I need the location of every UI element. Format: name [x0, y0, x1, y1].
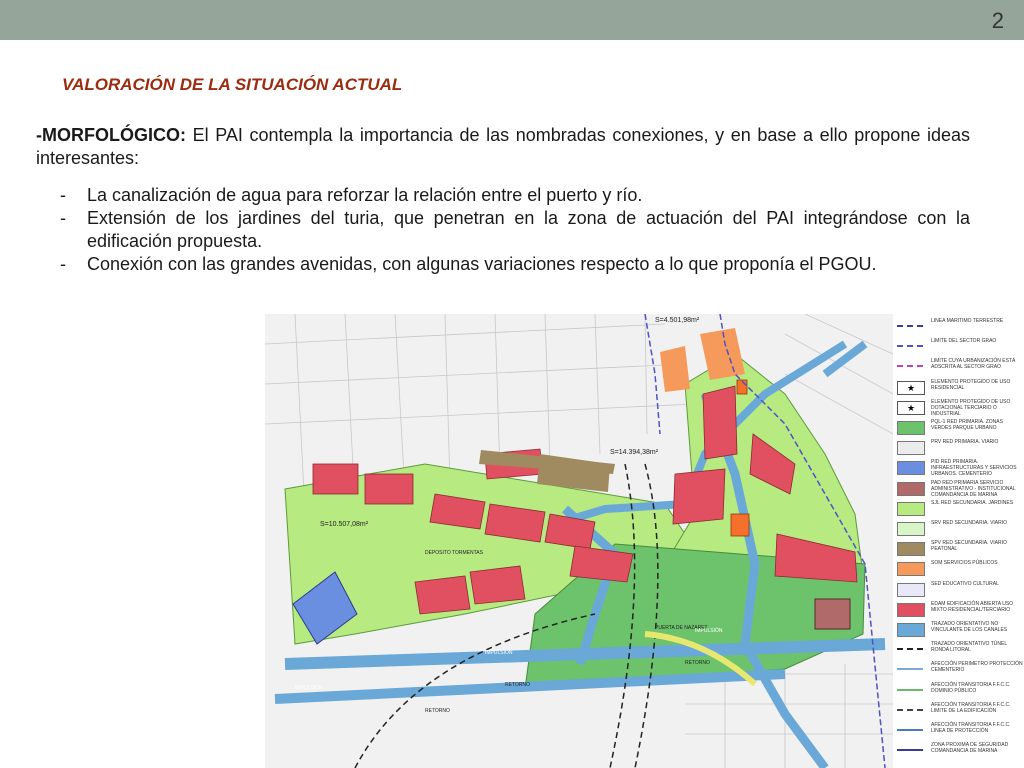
- legend-label: LIMITE CUYA URBANIZACIÓN ESTÁ ADSCRITA AL SECTOR GRAO: [931, 358, 1016, 371]
- map-label-impulsion: IMPULSIÓN: [295, 685, 323, 691]
- legend-swatch: [897, 345, 923, 347]
- legend-item: [897, 702, 1022, 720]
- map-label-nazaret: PUERTA DE NAZARET: [655, 625, 708, 631]
- legend-label: LINEA MARITIMO TERRESTRE: [931, 318, 1004, 324]
- legend-swatch: [897, 709, 923, 711]
- legend-swatch: [897, 461, 925, 475]
- legend-swatch: [897, 441, 925, 455]
- legend-item: [897, 641, 1022, 659]
- legend-item: [897, 439, 1022, 457]
- legend-item: [897, 661, 1022, 679]
- legend-label: AFECCIÓN TRANSITORIA F.F.C.C. LIMITE DE LA EDIFICACIÓN: [931, 701, 1011, 714]
- legend-label: EDAM EDIFICACIÓN ABIERTA USO MIXTO RESIDENCIAL/TERCIARIO: [931, 600, 1014, 613]
- legend-swatch: [897, 482, 925, 496]
- map-label-area3: S=10.507,08m²: [320, 521, 369, 528]
- legend-item: [897, 601, 1022, 619]
- slide-number: 2: [991, 8, 1004, 33]
- map-drawing: [265, 314, 893, 768]
- legend-swatch: [897, 729, 923, 731]
- legend-swatch: [897, 365, 923, 367]
- legend-swatch: [897, 749, 923, 751]
- legend-swatch: [897, 668, 923, 670]
- legend-swatch: [897, 542, 925, 556]
- map-label-retorno: RETORNO: [685, 660, 710, 666]
- bullet-text: La canalización de agua para reforzar la relación entre el puerto y río.: [87, 185, 643, 205]
- legend-label: SOM SERVICIOS PÚBLICOS: [931, 560, 998, 567]
- bullet-text: Extensión de los jardines del turia, que penetran en la zona de actuación del PAI integrándose con la edificación propuesta.: [87, 208, 970, 251]
- legend-label: PQL-1 RED PRIMARIA. ZONAS VERDES PARQUE URBANO: [931, 419, 1003, 431]
- legend-label: PAD RED PRIMARIA SERVICIO ADMINISTRATIVO - INSTITUCIONAL COMANDANCIA DE MARINA: [931, 479, 1016, 498]
- intro-paragraph: [36, 124, 970, 170]
- legend-swatch: [897, 648, 923, 650]
- map-legend: [893, 314, 1024, 768]
- legend-label: LIMITE DEL SECTOR GRAO: [931, 338, 997, 345]
- intro-lead: -MORFOLÓGICO:: [36, 125, 186, 145]
- legend-swatch: [897, 623, 925, 637]
- map-label-deposit: DEPOSITO TORMENTAS: [425, 550, 483, 556]
- legend-swatch: [897, 603, 925, 617]
- legend-item: [897, 338, 1022, 356]
- map-label-impulsion: IMPULSIÓN: [695, 628, 723, 634]
- legend-swatch: [897, 562, 925, 576]
- legend-item: [897, 581, 1022, 599]
- legend-label: SJL RED SECUNDARIA. JARDINES: [931, 499, 1014, 506]
- legend-label: TRAZADO ORIENTATIVO TÚNEL RONDA LITORAL: [931, 641, 1007, 654]
- legend-item: [897, 682, 1022, 700]
- legend-label: AFECCIÓN TRANSITORIA F.F.C.C. DOMINIO PÚBLICO: [931, 681, 1011, 694]
- map-label-retorno: RETORNO: [425, 708, 450, 714]
- legend-item: [897, 621, 1022, 639]
- slide-top-bar: [0, 0, 1024, 40]
- map-label-retorno: RETORNO: [505, 682, 530, 688]
- bullet-dash: -: [60, 208, 66, 228]
- legend-label: SPV RED SECUNDARIA. VIARIO PEATONAL: [931, 540, 1007, 553]
- legend-item: [897, 722, 1022, 740]
- legend-label: ZONA PROXIMA DE SEGURIDAD COMANDANCIA DE MARINA: [931, 742, 1009, 755]
- star-icon: ★: [897, 381, 925, 395]
- legend-item: [897, 399, 1022, 417]
- legend-item: [897, 540, 1022, 558]
- legend-item: [897, 500, 1022, 518]
- legend-swatch: [897, 421, 925, 435]
- legend-swatch: [897, 689, 923, 691]
- map-label-area1: S=4.501,98m²: [655, 317, 700, 324]
- legend-label: SED EDUCATIVO CULTURAL: [931, 580, 999, 587]
- legend-item: [897, 560, 1022, 578]
- legend-label: ELEMENTO PROTEGIDO DE USO DOTACIONAL TERCIARIO O INDUSTRIAL: [931, 398, 1011, 417]
- slide-body: [36, 124, 970, 276]
- legend-label: PRV RED PRIMARIA. VIARIO: [931, 439, 999, 446]
- legend-item: [897, 459, 1022, 477]
- legend-label: SRV RED SECUNDARIA. VIARIO: [931, 520, 1008, 526]
- legend-label: TRAZADO ORIENTATIVO NO VINCULANTE DE LOS CANALES: [931, 621, 1008, 633]
- star-icon: ★: [897, 401, 925, 415]
- bullet-dash: -: [60, 254, 66, 274]
- map-label-area2: S=14.394,38m²: [610, 449, 659, 456]
- slide-heading: VALORACIÓN DE LA SITUACIÓN ACTUAL: [62, 75, 403, 94]
- bullet-item: [36, 207, 970, 253]
- legend-swatch: [897, 502, 925, 516]
- bullet-item: [36, 184, 970, 207]
- legend-label: AFECCIÓN PERIMETRO PROTECCIÓN CEMENTERIO: [931, 661, 1023, 674]
- legend-item: [897, 419, 1022, 437]
- legend-item: [897, 742, 1022, 760]
- legend-label: PID RED PRIMARIA. INFRAESTRUCTURAS Y SERVICIOS URBANOS. CEMENTERIO: [931, 459, 1017, 478]
- legend-swatch: [897, 522, 925, 536]
- legend-swatch: [897, 583, 925, 597]
- legend-label: ELEMENTO PROTEGIDO DE USO RESIDENCIAL: [931, 378, 1011, 391]
- legend-item: [897, 379, 1022, 397]
- bullet-text: Conexión con las grandes avenidas, con algunas variaciones respecto a lo que proponía el PGOU.: [87, 254, 877, 274]
- bullet-item: [36, 253, 970, 276]
- legend-item: [897, 520, 1022, 538]
- legend-label: AFECCIÓN TRANSITORIA F.F.C.C. LINEA DE PROTECCIÓN: [931, 722, 1011, 734]
- legend-item: [897, 480, 1022, 498]
- bullet-dash: -: [60, 185, 66, 205]
- intro-text: El PAI contempla la importancia de las nombradas conexiones, y en base a ello propone ideas interesantes:: [36, 125, 970, 168]
- urban-plan-map: [265, 314, 1024, 768]
- legend-item: [897, 358, 1022, 376]
- legend-swatch: [897, 325, 923, 327]
- legend-item: [897, 318, 1022, 336]
- bullet-list: [36, 184, 970, 276]
- map-label-impulsion: IMPULSIÓN: [485, 650, 513, 656]
